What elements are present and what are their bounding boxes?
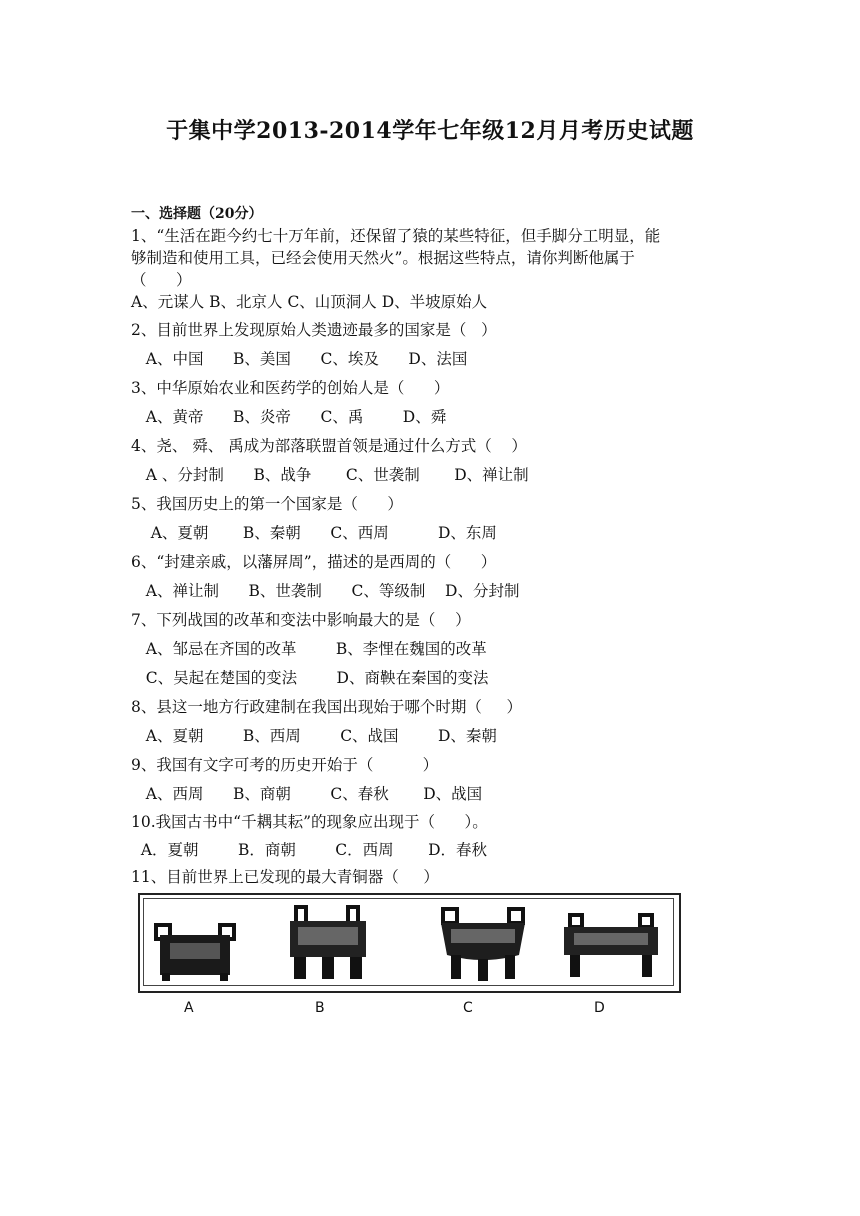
bronze-vessel-c-image: [433, 905, 533, 985]
bronze-vessel-b-image: [278, 903, 378, 983]
bronze-vessel-a-image: [150, 911, 240, 983]
question-6-options: A、禅让制 B、世袭制 C、等级制 D、分封制: [131, 582, 520, 600]
question-2: 2、目前世界上发现原始人类遗迹最多的国家是（ ）: [131, 321, 497, 339]
question-9-options: A、西周 B、商朝 C、春秋 D、战国: [131, 785, 483, 803]
question-9: 9、我国有文字可考的历史开始于（ ）: [131, 756, 439, 774]
question-7: 7、下列战国的改革和变法中影响最大的是（ ）: [131, 611, 471, 629]
question-3-options: A、黄帝 B、炎帝 C、禹 D、舜: [131, 408, 447, 426]
question-7-options-ab: A、邹忌在齐国的改革 B、李悝在魏国的改革: [131, 640, 487, 658]
question-1-blank: （ ）: [131, 271, 192, 289]
question-7-options-cd: C、吴起在楚国的变法 D、商鞅在秦国的变法: [131, 669, 489, 687]
question-4: 4、尧、 舜、 禹成为部落联盟首领是通过什么方式（ ）: [131, 437, 527, 455]
question-5: 5、我国历史上的第一个国家是（ ）: [131, 495, 403, 513]
question-6: 6、“封建亲戚，以藩屏周”，描述的是西周的（ ）: [131, 553, 497, 571]
question-4-options: A 、分封制 B、战争 C、世袭制 D、禅让制: [131, 466, 529, 484]
figure-label-d: D: [594, 1000, 605, 1016]
question-3: 3、中华原始农业和医药学的创始人是（ ）: [131, 379, 450, 397]
question-8-options: A、夏朝 B、西周 C、战国 D、秦朝: [131, 727, 497, 745]
section-heading: 一、选择题（20分）: [131, 206, 263, 222]
question-5-options: A、夏朝 B、秦朝 C、西周 D、东周: [131, 524, 497, 542]
question-2-options: A、中国 B、美国 C、埃及 D、法国: [131, 350, 468, 368]
question-8: 8、县这一地方行政建制在我国出现始于哪个时期（ ）: [131, 698, 522, 716]
bronze-vessels-figure: [138, 893, 681, 993]
question-11: 11、目前世界上已发现的最大青铜器（ ）: [131, 868, 439, 886]
figure-label-a: A: [184, 1000, 194, 1016]
question-10-options: A．夏朝 B．商朝 C．西周 D．春秋: [131, 841, 488, 859]
question-1-options: A、元谋人 B、北京人 C、山顶洞人 D、半坡原始人: [131, 293, 488, 311]
question-10: 10.我国古书中“千耦其耘”的现象应出现于（ ）。: [131, 813, 488, 831]
figure-label-b: B: [315, 1000, 325, 1016]
page-title: 于集中学2013-2014学年七年级12月月考历史试题: [166, 118, 694, 144]
question-1-line-2: 够制造和使用工具，已经会使用天然火”。根据这些特点，请你判断他属于: [131, 249, 635, 267]
question-1-line-1: 1、“生活在距今约七十万年前，还保留了猿的某些特征，但手脚分工明显，能: [131, 227, 661, 245]
figure-label-c: C: [463, 1000, 473, 1016]
bronze-vessel-d-image: [556, 911, 666, 983]
